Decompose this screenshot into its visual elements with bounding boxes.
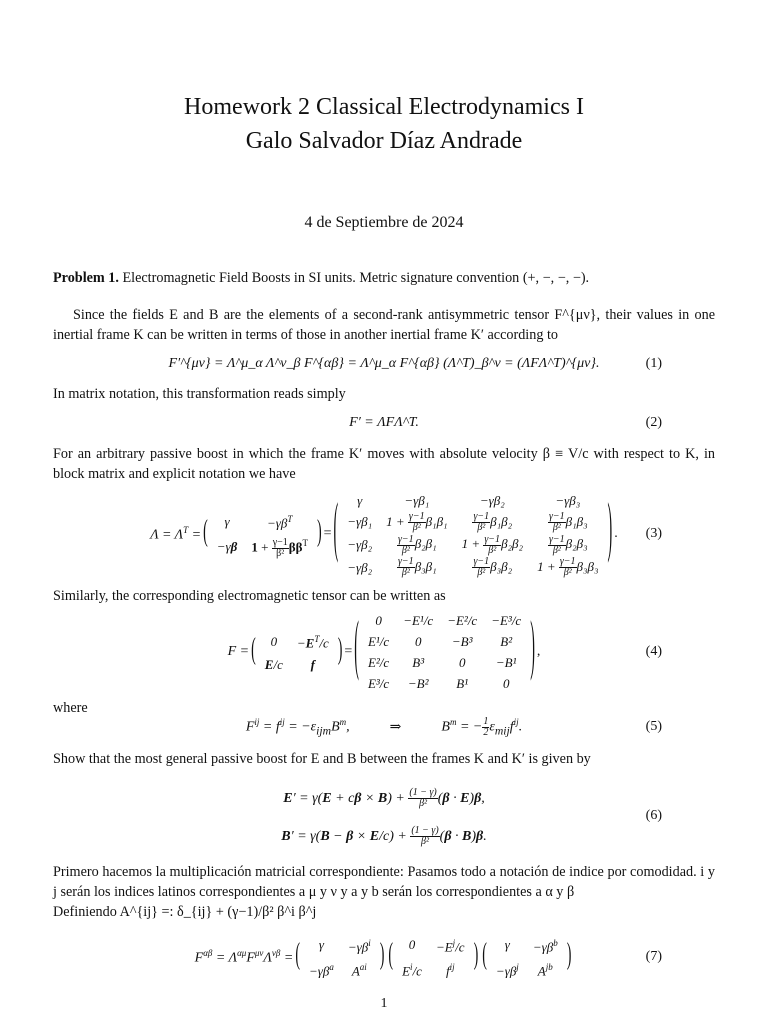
paragraph-4: Similarly, the corresponding electromagnetic tensor can be written as	[53, 588, 446, 604]
equation-6-number: (6)	[645, 808, 662, 823]
equation-2-number: (2)	[645, 415, 662, 430]
equation-5: $F^{ij} = f^{ij} = -\varepsilon_{ijm}B^m$, ⇒ $B^m$ = − $\frac{1}{2}$ $\varepsilon_{mij}f^{ij}$. (5)	[245, 715, 662, 738]
paragraph-1: Since the fields E and B are the elements of a second-rank antisymmetric tensor F^{μν}, their values in one inertial frame K can be written in terms of those in another inertial frame K′ according to	[53, 307, 715, 343]
equation-1	[53, 349, 715, 379]
equation-6: E′ = γ(E + cβ × B) + $\frac{(1 - \gamma)}{\text{β²}}$ (β · E)β, B′ = γ(B − β × E/c) + $\frac{(1 - \gamma)}{\text{β²}}$ (β · B)β. (6)	[281, 787, 662, 848]
equation-2	[53, 408, 715, 438]
page-number: 1	[380, 996, 388, 1011]
equation-4: F = ( 0 $-E^T/c$ E/c f ) = ( 0 −E¹/c −E²/c −E³/c E¹/c 0 −B³ B² E²/c B³ 0 −B¹ E³/c −B² B¹ 0 ) , (4)	[227, 613, 662, 691]
explicit-boost-matrix: ( γ −γβ₁ −γβ₂ −γβ₃ −γβ₁ 1 + $\frac{\gamma-1}{\text{β²}}$ β₁β₁ $\frac{\gamma-1}{\text{β²}}$ β₁β₂ $\frac{\gamma-1}{\text{β²}}$ β₁β₃ −γβ₂ $\frac{\gamma-1}{\text{β²}}$ β₂β₁ 1 + $\frac{\gamma-1}{\text{β²}}$ β₂β₂ $\frac{\gamma-1}{\text{β²}}$ β₂β₃ −γβ₂ $\frac{\gamma-1}{\text{β²}}$ β₃β₁ $\frac{\gamma-1}{\text{β²}}$ β₃β₂ 1 + $\frac{\gamma-1}{\text{β²}}$ β₃β₃ )	[333, 492, 613, 579]
equation-4-number: (4)	[645, 644, 662, 659]
block-matrix: ( γ $-\gamma\beta^T$ −γβ 1 + $\frac{\gamma-1}{\text{β²}}$ $\beta\beta^T$ )	[203, 513, 322, 560]
paragraph-8: Definiendo A^{ij} =: δ_{ij} + (γ−1)/β² β^i β^j	[53, 904, 317, 920]
equation-3-number: (3)	[645, 526, 662, 541]
equation-5-number: (5)	[645, 719, 662, 734]
paragraph-2: In matrix notation, this transformation reads simply	[53, 386, 346, 402]
title-line-2: Galo Salvador Díaz Andrade	[245, 128, 523, 154]
problem-text: Electromagnetic Field Boosts in SI units. Metric signature convention (+, −, −, −).	[122, 270, 590, 286]
equation-7: $F^{\alpha\beta} = \Lambda^{\alpha\mu}F^{\mu\nu}\Lambda^{\nu\beta}$ = ( γ $-\gamma\beta^i$ $-\gamma\beta^a$ $A^{ai}$ ) ( 0 $-E^j/c$ $E^i/c$ $f^{ij}$ ) ( γ $-\gamma\beta^b$ $-\gamma\beta^j$ $A^{jb}$ ) (7)	[194, 937, 662, 979]
equation-2-body: F′ = ΛFΛ^T.	[349, 415, 419, 430]
problem-statement	[53, 268, 715, 288]
document-title	[0, 90, 768, 158]
document-date: 4 de Septiembre de 2024	[304, 214, 464, 231]
paragraph-7: Primero hacemos la multiplicación matricial correspondiente: Pasamos todo a notación de indice por comodidad. i y j serán los indices latinos correspondientes a μ y ν y a y b serán los correspondientes a α y β	[53, 864, 715, 900]
equation-1-body: F′^{μν} = Λ^μ_α Λ^ν_β F^{αβ} = Λ^μ_α F^{αβ} (Λ^T)_β^ν = (ΛFΛ^T)^{μν}.	[168, 356, 600, 371]
equation-3: $\Lambda = \Lambda^T$ = ( γ $-\gamma\beta^T$ −γβ 1 + $\frac{\gamma-1}{\text{β²}}$ $\beta\beta^T$ ) = ( γ −γβ₁ −γβ₂ −γβ₃ −γβ₁ 1 + $\frac{\gamma-1}{\text{β²}}$ β₁β₁ $\frac{\gamma-1}{\text{β²}}$ β₁β₂ $\frac{\gamma-1}{\text{β²}}$ β₁β₃ −γβ₂ $\frac{\gamma-1}{\text{β²}}$ β₂β₁ 1 + $\frac{\gamma-1}{\text{β²}}$ β₂β₂ $\frac{\gamma-1}{\text{β²}}$ β₂β₃ −γβ₂ $\frac{\gamma-1}{\text{β²}}$ β₃β₁ $\frac{\gamma-1}{\text{β²}}$ β₃β₂ 1 + $\frac{\gamma-1}{\text{β²}}$ β₃β₃ ) . (3)	[53, 490, 715, 578]
title-line-1: Homework 2 Classical Electrodynamics I	[184, 94, 584, 120]
problem-label: Problem 1.	[53, 270, 119, 286]
paragraph-3: For an arbitrary passive boost in which the frame K′ moves with absolute velocity β ≡ V/c with respect to K, in block matrix and explicit notation we have	[53, 446, 715, 482]
paragraph-5: where	[53, 700, 88, 716]
paragraph-6: Show that the most general passive boost for E and B between the frames K and K′ is given by	[53, 751, 591, 767]
equation-1-number: (1)	[645, 356, 662, 371]
equation-7-number: (7)	[645, 949, 662, 964]
